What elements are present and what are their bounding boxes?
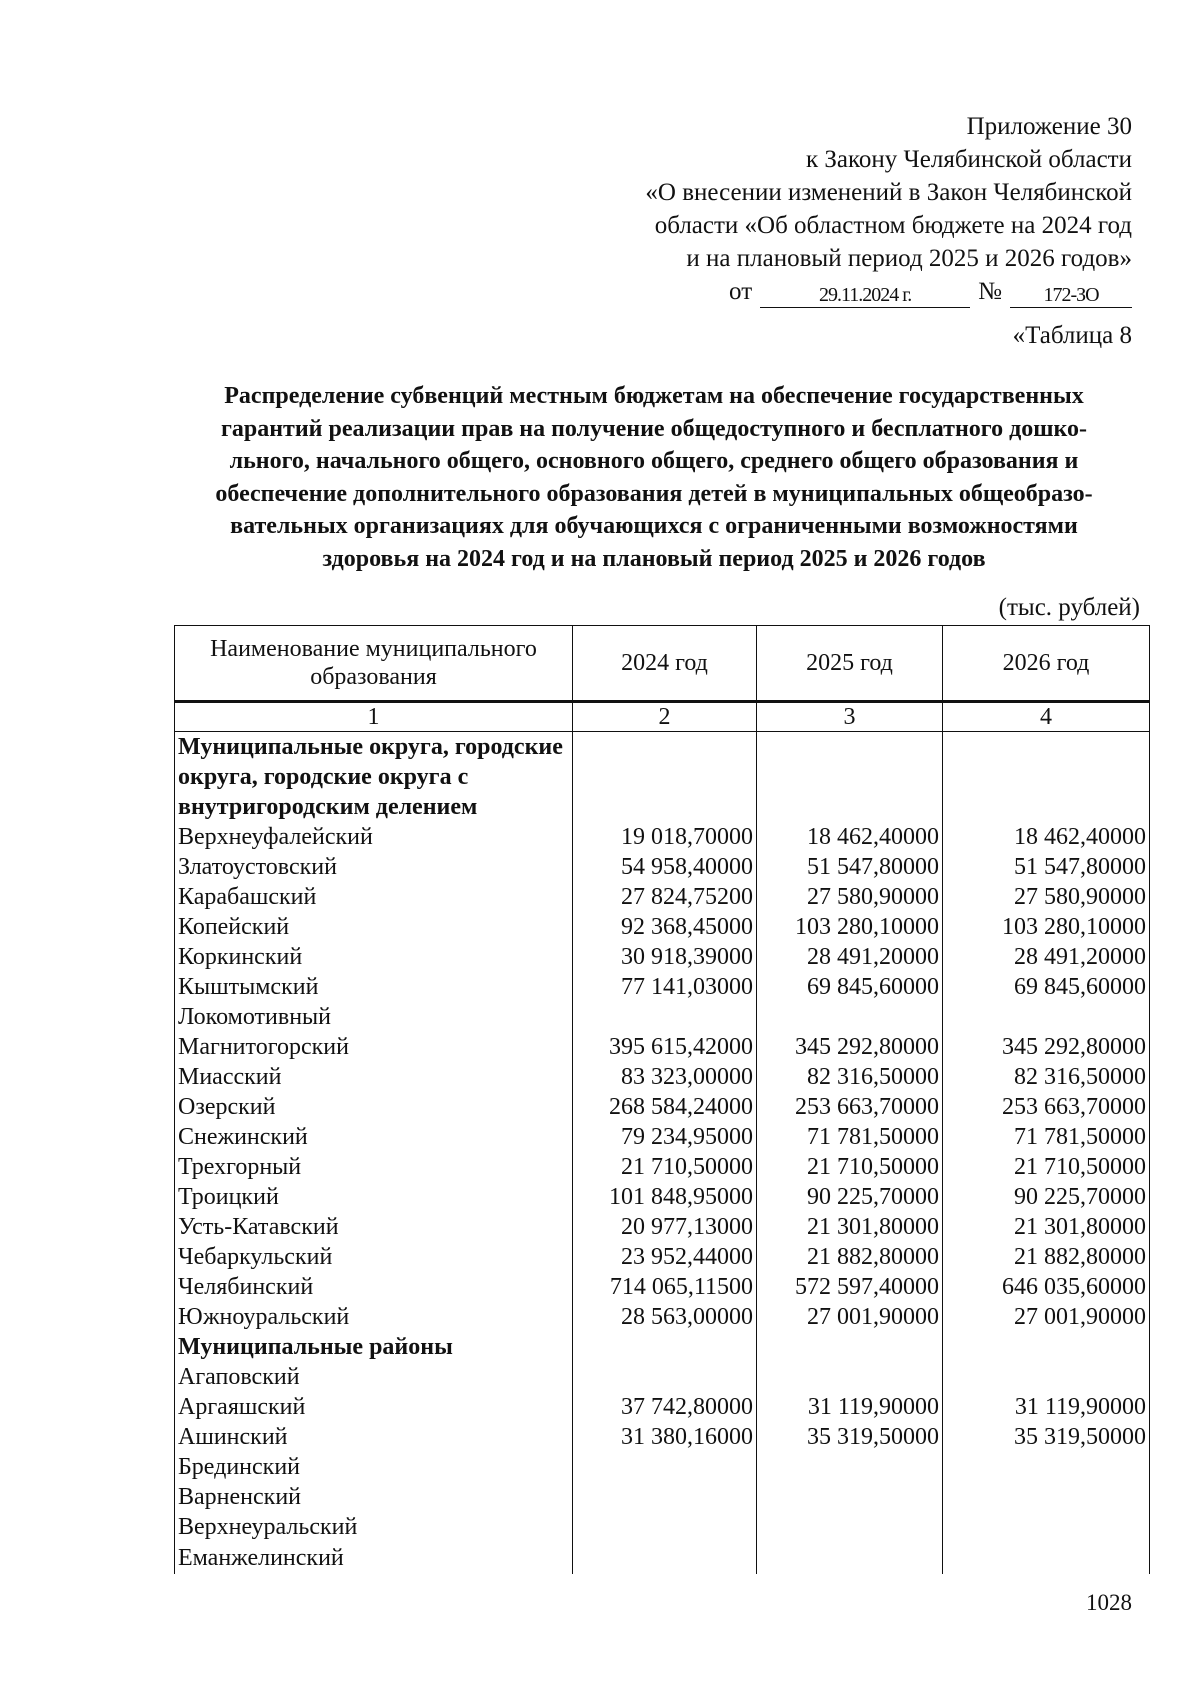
date-prefix: от [729, 278, 753, 305]
value-2024: 30 918,39000 [573, 942, 757, 972]
municipality-name: Миасский [175, 1062, 573, 1092]
value-2025: 82 316,50000 [757, 1062, 943, 1092]
table-label: «Таблица 8 [1012, 322, 1132, 349]
table-body [175, 732, 1150, 1575]
table-row [175, 912, 1150, 942]
value-2025: 35 319,50000 [757, 1422, 943, 1452]
value-2024 [573, 1542, 757, 1574]
municipality-name: Коркинский [175, 942, 573, 972]
table-row [175, 1542, 1150, 1574]
value-2024 [573, 1452, 757, 1482]
empty-cell [573, 1332, 757, 1362]
value-2026: 21 301,80000 [943, 1212, 1150, 1242]
value-2025: 31 119,90000 [757, 1392, 943, 1422]
value-2024: 395 615,42000 [573, 1032, 757, 1062]
value-2024: 20 977,13000 [573, 1212, 757, 1242]
municipality-name: Верхнеуральский [175, 1512, 573, 1542]
value-2024 [573, 1002, 757, 1032]
table-row [175, 1452, 1150, 1482]
table-row [175, 1152, 1150, 1182]
value-2025: 18 462,40000 [757, 822, 943, 852]
municipality-name: Чебаркульский [175, 1242, 573, 1272]
value-2025 [757, 1512, 943, 1542]
value-2025: 51 547,80000 [757, 852, 943, 882]
value-2024: 23 952,44000 [573, 1242, 757, 1272]
municipality-name: Златоустовский [175, 852, 573, 882]
table-row [175, 1182, 1150, 1212]
value-2024: 714 065,11500 [573, 1272, 757, 1302]
column-number: 2 [573, 702, 757, 732]
table-row [175, 1362, 1150, 1392]
value-2025: 572 597,40000 [757, 1272, 943, 1302]
municipality-name: Варненский [175, 1482, 573, 1512]
value-2024 [573, 1362, 757, 1392]
value-2024: 19 018,70000 [573, 822, 757, 852]
municipality-name: Брединский [175, 1452, 573, 1482]
title-line: льного, начального общего, основного общего, среднего общего образования и [229, 448, 1079, 474]
title-line: вательных организациях для обучающихся с ограниченными возможностями [230, 513, 1078, 539]
table-row [175, 972, 1150, 1002]
annex-header [645, 110, 1132, 308]
title-line: здоровья на 2024 год и на плановый период 2025 и 2026 годов [322, 545, 986, 572]
municipality-name: Копейский [175, 912, 573, 942]
value-2026 [943, 1452, 1150, 1482]
annex-line: Приложение 30 [966, 113, 1132, 140]
value-2024: 77 141,03000 [573, 972, 757, 1002]
municipality-name: Агаповский [175, 1362, 573, 1392]
municipality-name: Карабашский [175, 882, 573, 912]
annex-line: к Закону Челябинской области [806, 146, 1132, 173]
value-2025: 28 491,20000 [757, 942, 943, 972]
value-2025: 21 301,80000 [757, 1212, 943, 1242]
annex-line: и на плановый период 2025 и 2026 годов» [686, 245, 1132, 272]
table-row [175, 1062, 1150, 1092]
value-2024 [573, 1512, 757, 1542]
subvention-table [174, 625, 1150, 1574]
value-2025: 69 845,60000 [757, 972, 943, 1002]
value-2026 [943, 1002, 1150, 1032]
municipality-name: Кыштымский [175, 972, 573, 1002]
title-line: гарантий реализации прав на получение общедоступного и бесплатного дошко- [220, 415, 1087, 442]
table-row [175, 1482, 1150, 1512]
municipality-name: Южноуральский [175, 1302, 573, 1332]
value-2026: 21 882,80000 [943, 1242, 1150, 1272]
table-row [175, 1392, 1150, 1422]
value-2026: 90 225,70000 [943, 1182, 1150, 1212]
value-2025: 71 781,50000 [757, 1122, 943, 1152]
law-date-number [645, 275, 1132, 308]
value-2025: 90 225,70000 [757, 1182, 943, 1212]
value-2026: 18 462,40000 [943, 822, 1150, 852]
table-row [175, 1272, 1150, 1302]
value-2024 [573, 1482, 757, 1512]
value-2026: 51 547,80000 [943, 852, 1150, 882]
value-2026: 646 035,60000 [943, 1272, 1150, 1302]
table-row [175, 1512, 1150, 1542]
table-row [175, 1092, 1150, 1122]
value-2025: 21 882,80000 [757, 1242, 943, 1272]
table-row [175, 1002, 1150, 1032]
column-header-2024: 2024 год [573, 626, 757, 702]
annex-line: области «Об областном бюджете на 2024 год [654, 212, 1132, 239]
section-header-row [175, 1332, 1150, 1362]
value-2025: 345 292,80000 [757, 1032, 943, 1062]
units-label: (тыс. рублей) [998, 594, 1140, 621]
law-date: 29.11.2024 г. [760, 283, 970, 308]
table-row [175, 1422, 1150, 1452]
table-row [175, 1242, 1150, 1272]
table-row [175, 852, 1150, 882]
value-2024: 27 824,75200 [573, 882, 757, 912]
value-2025 [757, 1362, 943, 1392]
table-row [175, 1302, 1150, 1332]
municipality-name: Локомотивный [175, 1002, 573, 1032]
value-2026: 27 580,90000 [943, 882, 1150, 912]
value-2026: 82 316,50000 [943, 1062, 1150, 1092]
value-2024: 79 234,95000 [573, 1122, 757, 1152]
value-2025 [757, 1452, 943, 1482]
value-2026: 69 845,60000 [943, 972, 1150, 1002]
value-2026: 253 663,70000 [943, 1092, 1150, 1122]
value-2026 [943, 1512, 1150, 1542]
value-2025 [757, 1002, 943, 1032]
value-2026: 345 292,80000 [943, 1032, 1150, 1062]
municipality-name: Верхнеуфалейский [175, 822, 573, 852]
table-row [175, 1122, 1150, 1152]
municipality-name: Трехгорный [175, 1152, 573, 1182]
value-2024: 28 563,00000 [573, 1302, 757, 1332]
column-number-row [175, 702, 1150, 732]
table-header-row [175, 626, 1150, 702]
municipality-name: Ашинский [175, 1422, 573, 1452]
value-2024: 83 323,00000 [573, 1062, 757, 1092]
column-header-2025: 2025 год [757, 626, 943, 702]
value-2025: 103 280,10000 [757, 912, 943, 942]
municipality-name: Магнитогорский [175, 1032, 573, 1062]
column-number: 1 [175, 702, 573, 732]
municipality-name: Челябинский [175, 1272, 573, 1302]
title-line: обеспечение дополнительного образования детей в муниципальных общеобразо- [215, 480, 1093, 507]
value-2024: 101 848,95000 [573, 1182, 757, 1212]
section-title: Муниципальные районы [175, 1332, 573, 1362]
value-2026: 27 001,90000 [943, 1302, 1150, 1332]
municipality-name: Озерский [175, 1092, 573, 1122]
value-2026: 35 319,50000 [943, 1422, 1150, 1452]
column-number: 3 [757, 702, 943, 732]
value-2026 [943, 1482, 1150, 1512]
municipality-name: Аргаяшский [175, 1392, 573, 1422]
value-2024: 37 742,80000 [573, 1392, 757, 1422]
empty-cell [943, 1332, 1150, 1362]
column-number: 4 [943, 702, 1150, 732]
column-header-2026: 2026 год [943, 626, 1150, 702]
value-2024: 31 380,16000 [573, 1422, 757, 1452]
value-2026: 28 491,20000 [943, 942, 1150, 972]
table-row [175, 882, 1150, 912]
value-2025 [757, 1482, 943, 1512]
empty-cell [757, 1332, 943, 1362]
column-header-name: Наименование муниципального образования [175, 626, 573, 702]
value-2025: 27 580,90000 [757, 882, 943, 912]
empty-cell [573, 732, 757, 823]
empty-cell [757, 732, 943, 823]
table-row [175, 1212, 1150, 1242]
value-2026 [943, 1362, 1150, 1392]
municipality-name: Еманжелинский [175, 1542, 573, 1574]
section-header-row [175, 732, 1150, 823]
empty-cell [943, 732, 1150, 823]
law-number: 172-ЗО [1010, 283, 1132, 308]
municipality-name: Усть-Катавский [175, 1212, 573, 1242]
value-2026: 31 119,90000 [943, 1392, 1150, 1422]
title-line: Распределение субвенций местным бюджетам на обеспечение государственных [224, 383, 1084, 409]
value-2026: 21 710,50000 [943, 1152, 1150, 1182]
value-2026 [943, 1542, 1150, 1574]
value-2024: 92 368,45000 [573, 912, 757, 942]
value-2025: 27 001,90000 [757, 1302, 943, 1332]
annex-line: «О внесении изменений в Закон Челябинской [645, 179, 1132, 206]
table-row [175, 942, 1150, 972]
section-title: Муниципальные округа, городские округа, городские округа с внутригородским делением [175, 732, 573, 823]
value-2024: 268 584,24000 [573, 1092, 757, 1122]
value-2025: 253 663,70000 [757, 1092, 943, 1122]
value-2024: 54 958,40000 [573, 852, 757, 882]
municipality-name: Троицкий [175, 1182, 573, 1212]
value-2026: 103 280,10000 [943, 912, 1150, 942]
value-2025: 21 710,50000 [757, 1152, 943, 1182]
value-2025 [757, 1542, 943, 1574]
number-prefix: № [978, 278, 1002, 305]
table-row [175, 822, 1150, 852]
document-title [168, 380, 1140, 575]
value-2026: 71 781,50000 [943, 1122, 1150, 1152]
table-row [175, 1032, 1150, 1062]
page-number: 1028 [1086, 1590, 1132, 1615]
value-2024: 21 710,50000 [573, 1152, 757, 1182]
municipality-name: Снежинский [175, 1122, 573, 1152]
